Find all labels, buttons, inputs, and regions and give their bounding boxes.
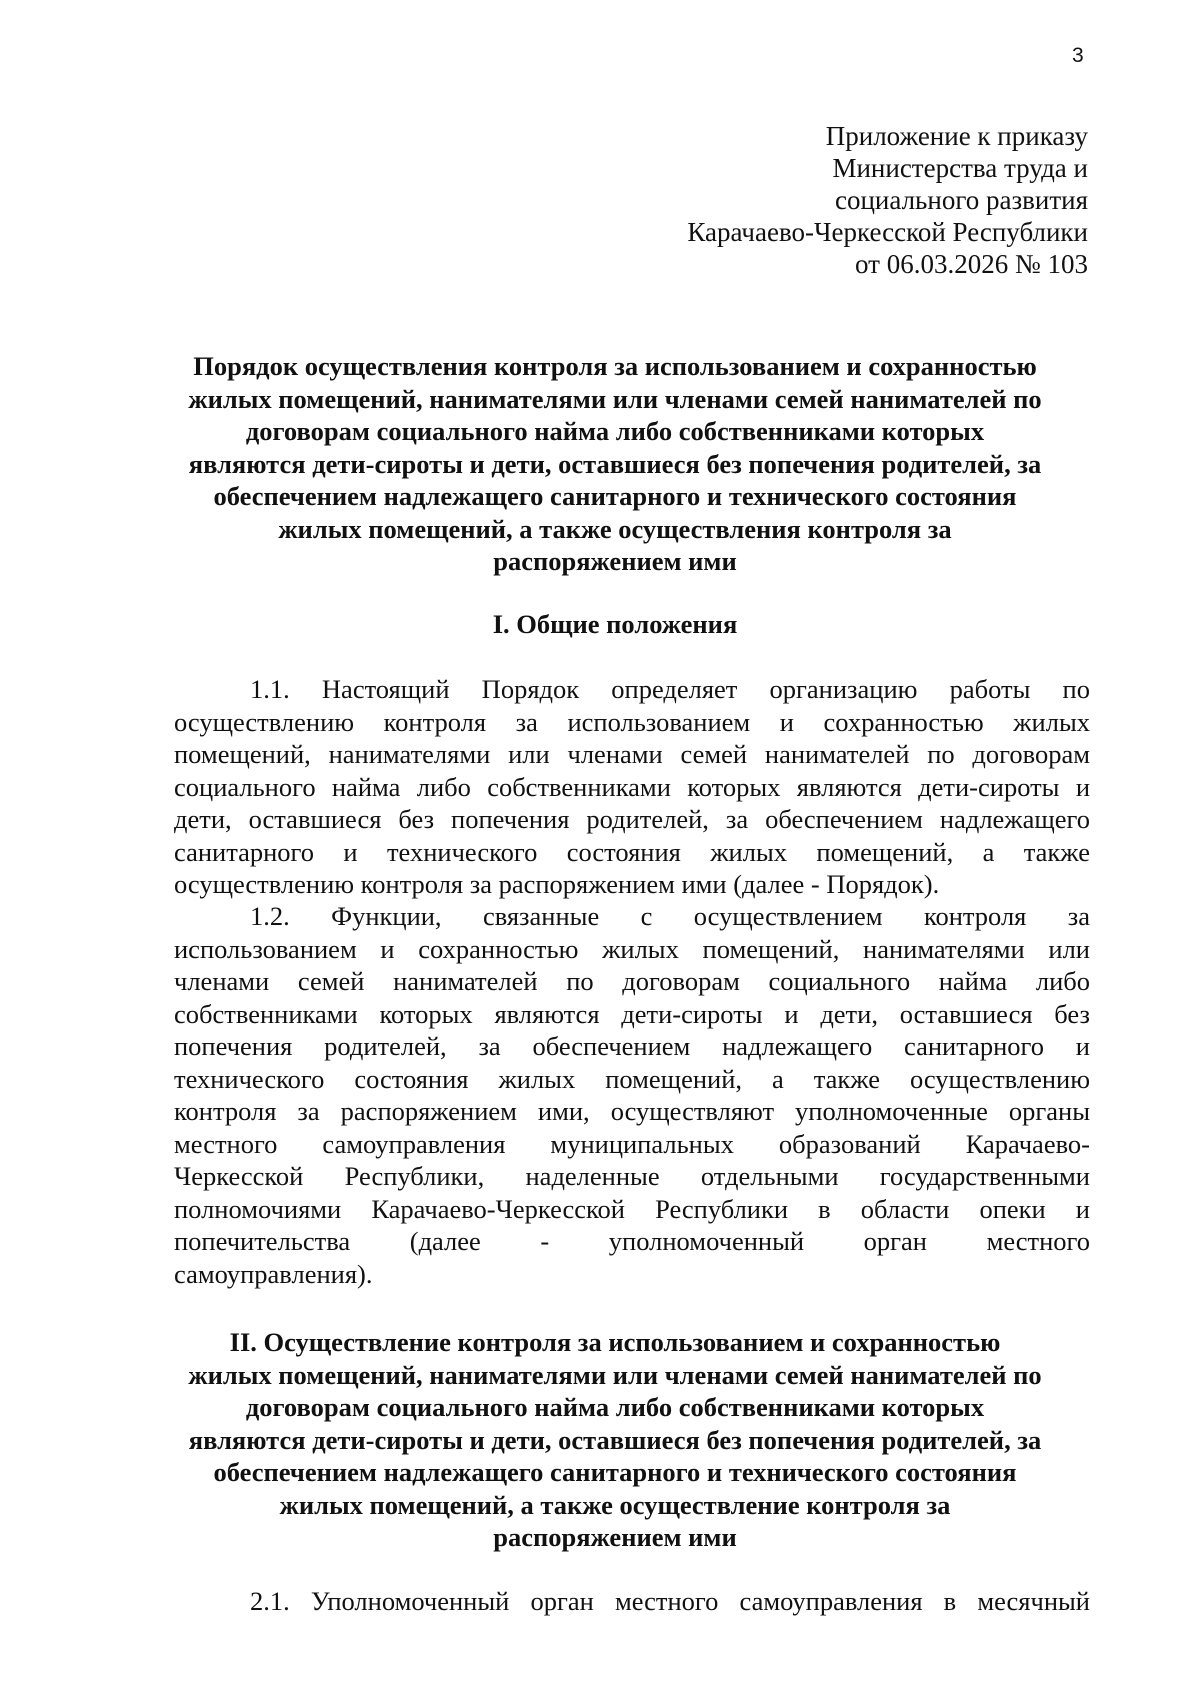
heading-line: обеспечением надлежащего санитарного и технического состояния <box>213 1457 1017 1487</box>
appendix-reference <box>528 120 1088 280</box>
paragraph-line: осуществлению контроля за распоряжением ими (далее - Порядок). <box>174 869 940 899</box>
title-line: жилых помещений, а также осуществления контроля за <box>278 513 952 544</box>
appendix-line: от 06.03.2026 № 103 <box>855 249 1088 279</box>
title-line: обеспечением надлежащего санитарного и технического состояния <box>213 481 1017 511</box>
heading-line: жилых помещений, а также осуществление контроля за <box>279 1489 951 1520</box>
title-line: распоряжением ими <box>493 546 737 576</box>
paragraph-1-1 <box>174 673 1090 901</box>
paragraph-line: самоуправления). <box>174 1258 373 1289</box>
document-title <box>150 350 1080 578</box>
paragraph-line: попечения родителей, за обеспечением надлежащего санитарного и <box>174 1031 1090 1061</box>
paragraph-line: технического состояния жилых помещений, а также осуществлению <box>174 1063 1090 1094</box>
paragraph-line: использованием и сохранностью жилых помещений, нанимателями или <box>174 933 1090 964</box>
paragraph-line: 2.1. Уполномоченный орган местного самоуправления в месячный <box>250 1586 1090 1616</box>
paragraph-line: дети, оставшиеся без попечения родителей, за обеспечением надлежащего <box>174 804 1090 834</box>
heading-line: жилых помещений, нанимателями или членами семей нанимателей по <box>188 1359 1042 1390</box>
paragraph-line: собственниками которых являются дети-сироты и дети, оставшиеся без <box>174 998 1090 1029</box>
paragraph-1-2 <box>174 900 1090 1290</box>
section-2-heading <box>150 1326 1080 1554</box>
title-line: являются дети-сироты и дети, оставшиеся без попечения родителей, за <box>188 448 1042 479</box>
section-1-heading: I. Общие положения <box>492 609 738 639</box>
title-line: Порядок осуществления контроля за использованием и сохранностью <box>193 351 1037 381</box>
paragraph-line: 1.1. Настоящий Порядок определяет организацию работы по <box>250 674 1090 704</box>
paragraph-line: попечительства (далее - уполномоченный орган местного <box>174 1226 1090 1256</box>
paragraph-line: контроля за распоряжением ими, осуществляют уполномоченные органы <box>174 1096 1090 1126</box>
paragraph-line: членами семей нанимателей по договорам социального найма либо <box>174 966 1090 996</box>
heading-line: распоряжением ими <box>493 1522 737 1552</box>
paragraph-line: 1.2. Функции, связанные с осуществлением контроля за <box>250 901 1090 931</box>
title-line: договорам социального найма либо собственниками которых <box>245 416 985 446</box>
paragraph-line: санитарного и технического состояния жилых помещений, а также <box>174 836 1090 867</box>
appendix-line: Министерства труда и <box>832 153 1088 183</box>
page-number: 3 <box>1072 44 1084 67</box>
paragraph-line: полномочиями Карачаево-Черкесской Республики в области опеки и <box>174 1193 1090 1224</box>
paragraph-line: социального найма либо собственниками которых являются дети-сироты и <box>174 771 1090 802</box>
appendix-line: Приложение к приказу <box>825 121 1088 151</box>
heading-line: договорам социального найма либо собственниками которых <box>245 1392 985 1422</box>
title-line: жилых помещений, нанимателями или членами семей нанимателей по <box>188 383 1042 414</box>
paragraph-line: помещений, нанимателями или членами семей нанимателей по договорам <box>174 739 1090 769</box>
appendix-line: социального развития <box>834 185 1088 215</box>
paragraph-line: Черкесской Республики, наделенные отдельными государственными <box>174 1161 1090 1191</box>
heading-line: являются дети-сироты и дети, оставшиеся без попечения родителей, за <box>188 1424 1042 1455</box>
appendix-line: Карачаево-Черкесской Республики <box>687 217 1088 247</box>
heading-line: II. Осуществление контроля за использованием и сохранностью <box>229 1327 1001 1357</box>
paragraph-line: осуществлению контроля за использованием и сохранностью жилых <box>174 706 1090 737</box>
paragraph-line: местного самоуправления муниципальных образований Карачаево- <box>174 1128 1090 1159</box>
paragraph-2-1 <box>174 1585 1090 1618</box>
